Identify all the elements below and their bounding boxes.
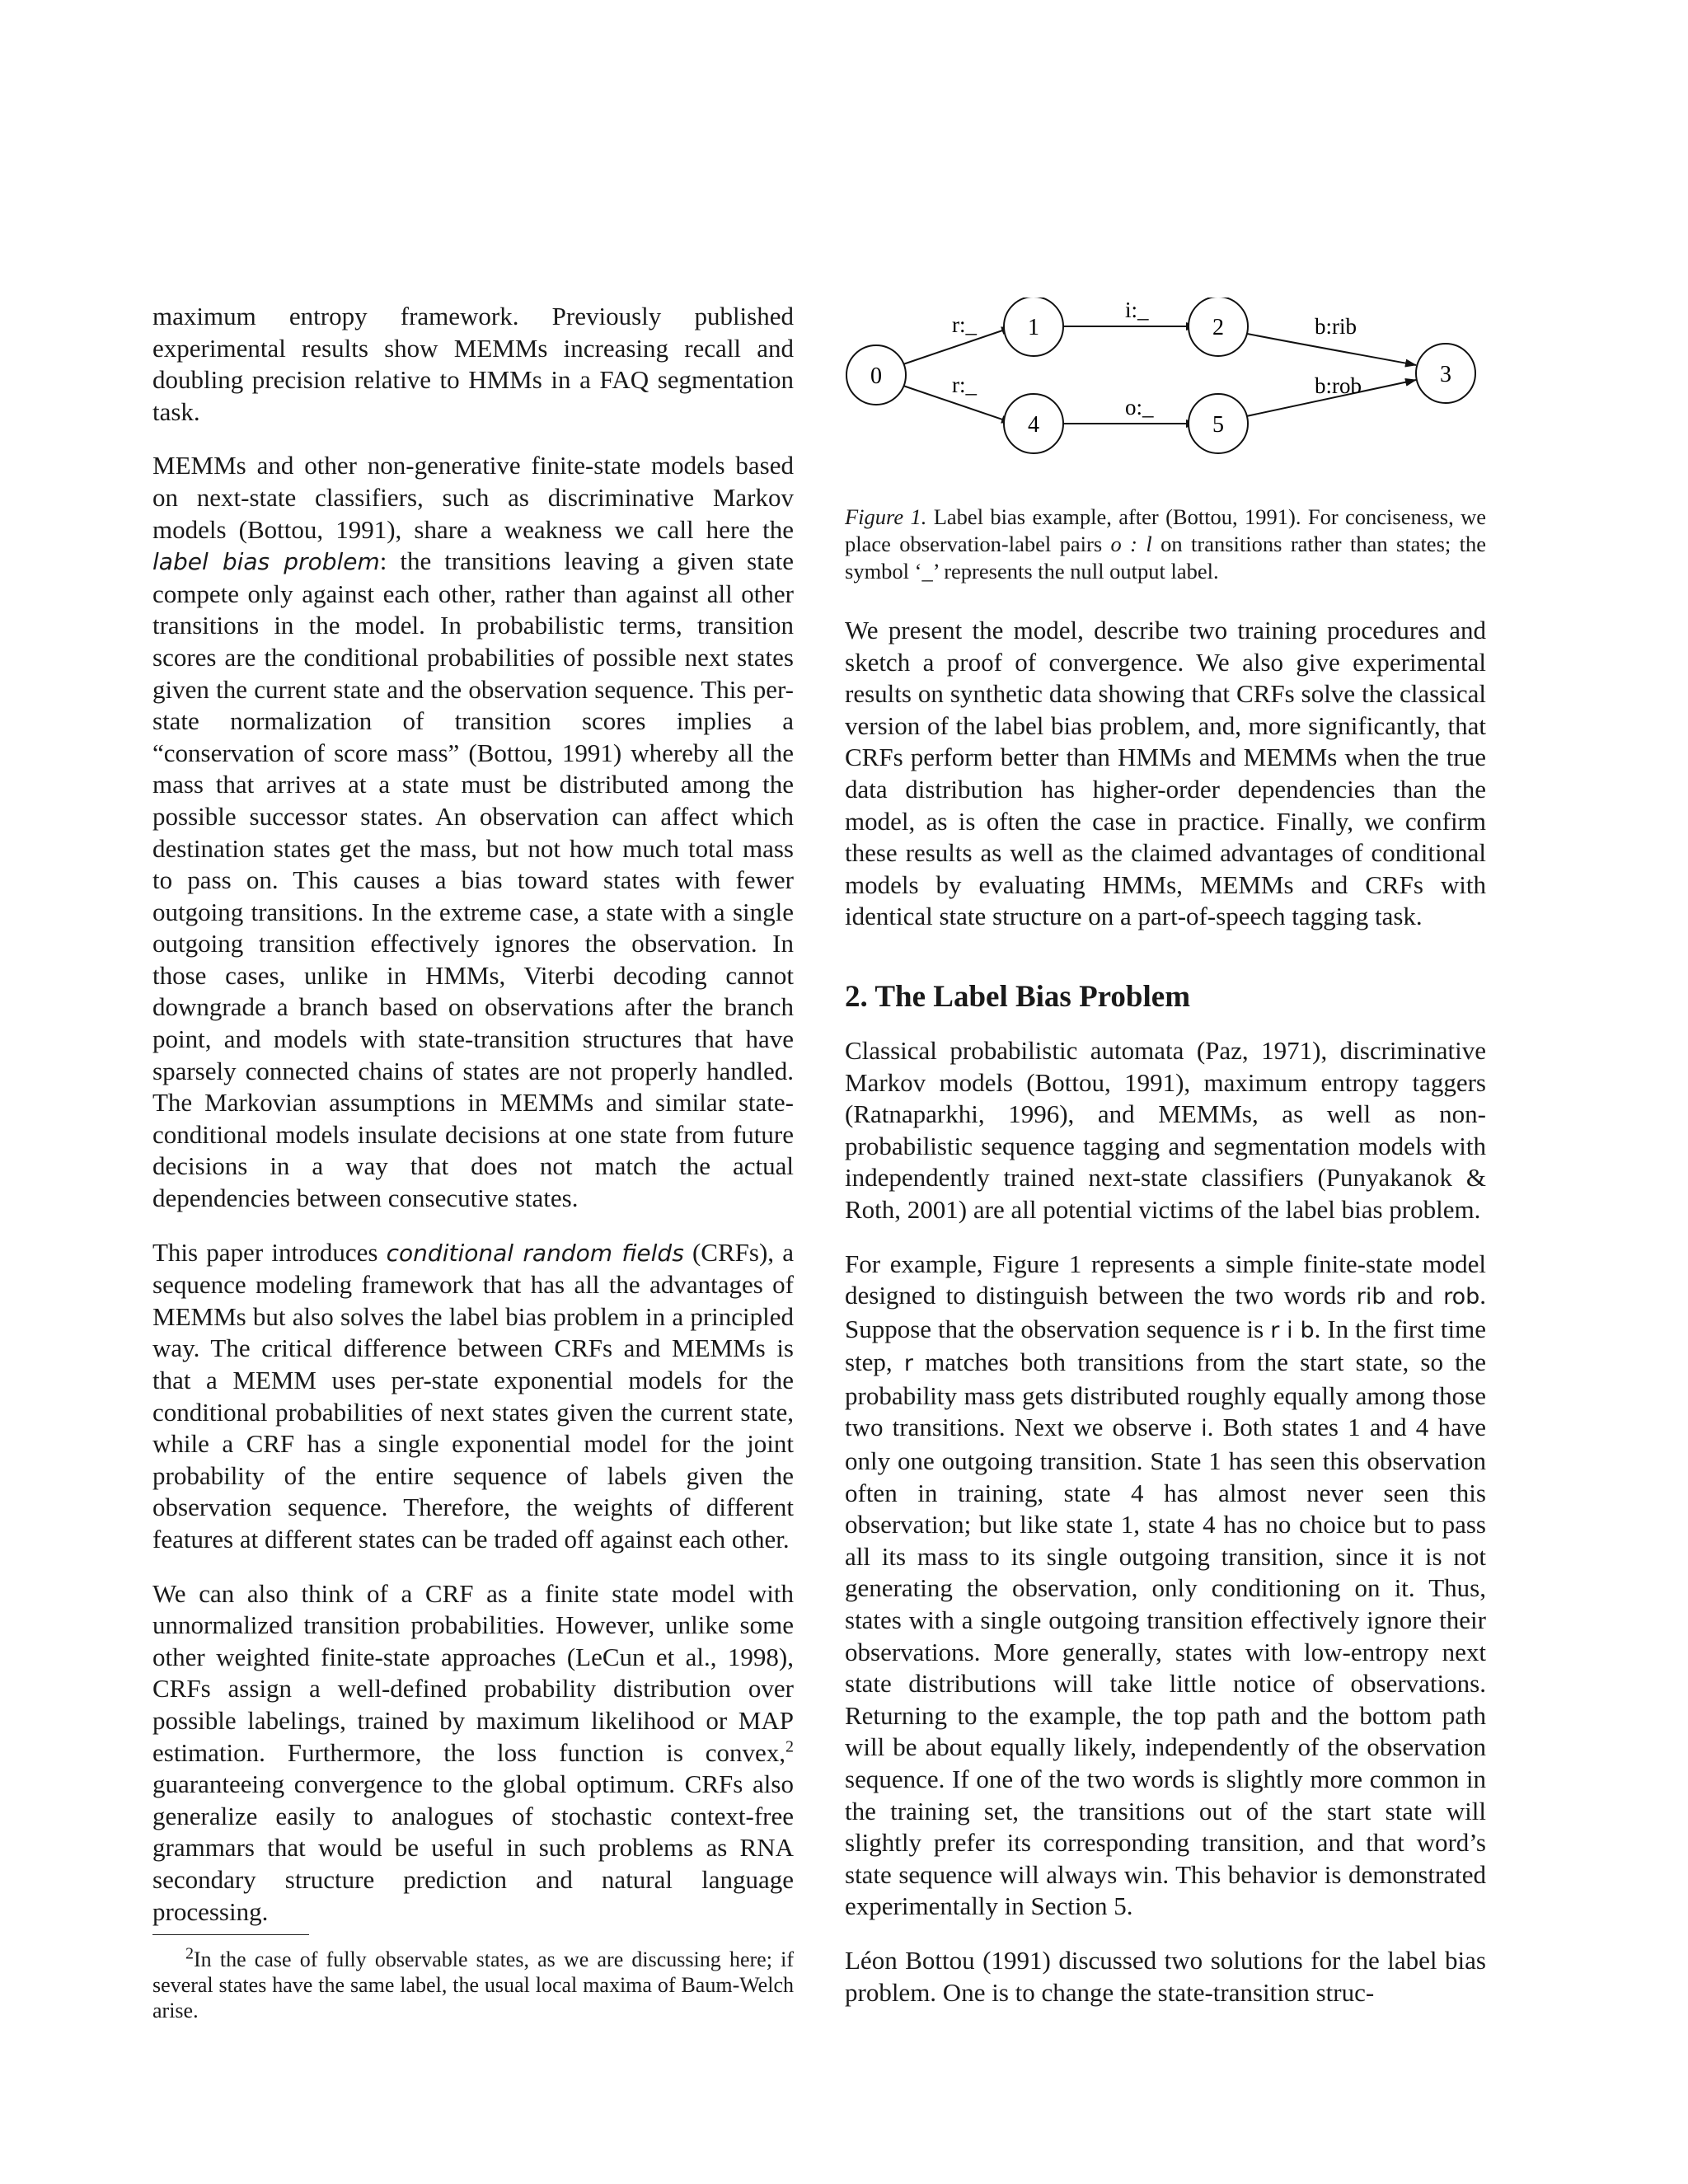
edge-label-0-4: r:_ (952, 373, 977, 397)
left-column (152, 301, 794, 2023)
state-label: 4 (1028, 412, 1039, 438)
state-label: 2 (1212, 315, 1224, 340)
paragraph (845, 1249, 1486, 1923)
text-run: This paper introduces (152, 1237, 387, 1267)
text-run: . Both states 1 and 4 have only one outgoing transition. State 1 has seen this observation often in training, state 4 has almost never seen this observation; but like state 1, state 4 has no choice but to pass all its mass to its single outgoing transition, since it is not generating the observation, only conditioning on it. Thus, states with a single outgoing transition effectively ignore their observations. More generally, states with low-entropy next state distributions will take little notice of observations. Returning to the example, the top path and the bottom path will be about equally likely, independently of the observation sequence. If one of the two words is slightly more common in the training set, the transitions out of the start state will slightly prefer its corresponding transition, and that word’s state sequence will always win. This behavior is demonstrated experimentally in Section 5. (845, 1413, 1486, 1921)
text-run: matches both transitions from the start state, so the probability mass gets distributed roughly equally among those two transitions. Next we observe (845, 1347, 1486, 1442)
text-run: . In the first time step, (845, 1314, 1486, 1377)
state-node-4 (1004, 394, 1063, 453)
text-run: We can also think of a CRF as a finite state model with unnormalized transition probabilities. However, unlike some other weighted finite-state approaches (LeCun et al., 1998), CRFs assign a well-defined probability distribution over possible labelings, trained by maximum likelihood or MAP estimation. Furthermore, the loss function is convex, (152, 1578, 794, 1767)
code-word: r i b (1270, 1317, 1315, 1343)
edge-label-1-2: i:_ (1125, 298, 1149, 322)
state-label: 1 (1028, 315, 1039, 340)
figure-caption (845, 504, 1486, 585)
figure-1 (845, 298, 1486, 479)
state-label: 0 (870, 363, 882, 389)
text-run: on transitions rather than states; the symbol ‘_’ represents the null output label. (845, 532, 1487, 583)
footnote-marker: 2 (785, 1737, 794, 1756)
code-word: r (903, 1351, 913, 1377)
footnote-marker: 2 (185, 1944, 194, 1963)
edge-label-5-3: b:rob (1315, 373, 1362, 398)
caption-label: Figure 1. (845, 504, 927, 529)
state-label: 3 (1440, 362, 1451, 387)
text-run: For example, Figure 1 represents a simple finite-state model designed to distinguish between the two words (845, 1249, 1486, 1310)
state-node-3 (1416, 344, 1475, 403)
paragraph: Classical probabilistic automata (Paz, 1971), discriminative Markov models (Bottou, 1991), maximum entropy taggers (Ratnaparkhi, 1996), and MEMMs, as well as non-probabilistic sequence tagging and segmentation models with independently trained next-state classifiers (Punyakanok & Roth, 2001) are all potential victims of the label bias problem. (845, 1035, 1486, 1224)
text-run: MEMMs and other non-generative finite-state models based on next-state classifiers, such as discriminative Markov models (Bottou, 1991), share a weakness we call here the (152, 451, 794, 544)
paragraph (152, 1237, 794, 1556)
paragraph: Léon Bottou (1991) discussed two solutions for the label bias problem. One is to change the state-transition struc- (845, 1945, 1486, 2007)
state-label: 5 (1212, 412, 1224, 438)
text-run: (CRFs), a sequence modeling framework that has all the advantages of MEMMs but also solves the label bias problem in a principled way. The critical difference between CRFs and MEMMs is that a MEMM uses per-state exponential models for the conditional probabilities of next states given the current state, while a CRF has a single exponential model for the joint probability of the entire sequence of labels given the observation sequence. Therefore, the weights of different features at different states can be traded off against each other. (152, 1237, 794, 1554)
paragraph: maximum entropy framework. Previously published experimental results show MEMMs increasing recall and doubling precision relative to HMMs in a FAQ segmentation task. (152, 302, 794, 426)
footnote-divider (152, 1934, 309, 1935)
footnote (152, 1944, 794, 2023)
text-run: . Suppose that the observation sequence is (845, 1281, 1486, 1343)
text-run: : the transitions leaving a given state compete only against each other, rather than against all other transitions in the model. In probabilistic terms, transition scores are the conditional probabilities of possible next states given the current state and the observation sequence. This per-state normalization of transition scores implies a “conservation of score mass” (Bottou, 1991) whereby all the mass that arrives at a state must be distributed among the possible successor states. An observation can affect which destination states get the mass, but not how much total mass to pass on. This causes a bias toward states with fewer outgoing transitions. In the extreme case, a state with a single outgoing transition effectively ignores the observation. In those cases, unlike in HMMs, Viterbi decoding cannot downgrade a branch based on observations after the branch point, and models with state-transition structures that have sparsely connected chains of states are not properly handled. The Markovian assumptions in MEMMs and similar state-conditional models insulate decisions at one state from future decisions in a way that does not match the actual dependencies between consecutive states. (152, 546, 794, 1213)
paragraph (152, 1578, 794, 1929)
caption-math: o : l (1110, 532, 1152, 556)
text-run: guaranteeing convergence to the global optimum. CRFs also generalize easily to analogues of stochastic context-free grammars that would be useful in such problems as RNA secondary structure prediction and natural language processing. (152, 1769, 794, 1926)
edge-label-0-1: r:_ (952, 312, 977, 337)
code-word: i (1201, 1416, 1207, 1442)
code-word: rob (1443, 1284, 1480, 1310)
state-node-2 (1189, 298, 1248, 356)
emphasized-term: conditional random fields (386, 1239, 684, 1267)
state-diagram (845, 298, 1486, 479)
emphasized-term: label bias problem (152, 548, 380, 576)
text-run: Label bias example, after (Bottou, 1991). For conciseness, we place observation-label pairs (845, 504, 1486, 556)
paragraph (152, 450, 794, 1214)
state-node-1 (1004, 298, 1063, 356)
state-node-0 (846, 345, 906, 405)
edge-label-4-5: o:_ (1125, 395, 1154, 419)
footnote-text: In the case of fully observable states, as we are discussing here; if several states have the same label, the usual local maxima of Baum-Welch arise. (152, 1947, 794, 2023)
right-column (845, 298, 1487, 2031)
state-node-5 (1189, 394, 1248, 453)
code-word: rib (1356, 1284, 1386, 1310)
text-run: and (1386, 1281, 1444, 1310)
paragraph: We present the model, describe two training procedures and sketch a proof of convergence. We also give experimental results on synthetic data showing that CRFs solve the classical version of the label bias problem, and, more significantly, that CRFs perform better than HMMs and MEMMs when the true data distribution has higher-order dependencies than the model, as is often the case in practice. Finally, we confirm these results as well as the claimed advantages of conditional models by evaluating HMMs, MEMMs and CRFs with identical state structure on a part-of-speech tagging task. (845, 616, 1486, 931)
section-heading: 2. The Label Bias Problem (845, 979, 1191, 1014)
edge-label-2-3: b:rib (1315, 314, 1357, 339)
